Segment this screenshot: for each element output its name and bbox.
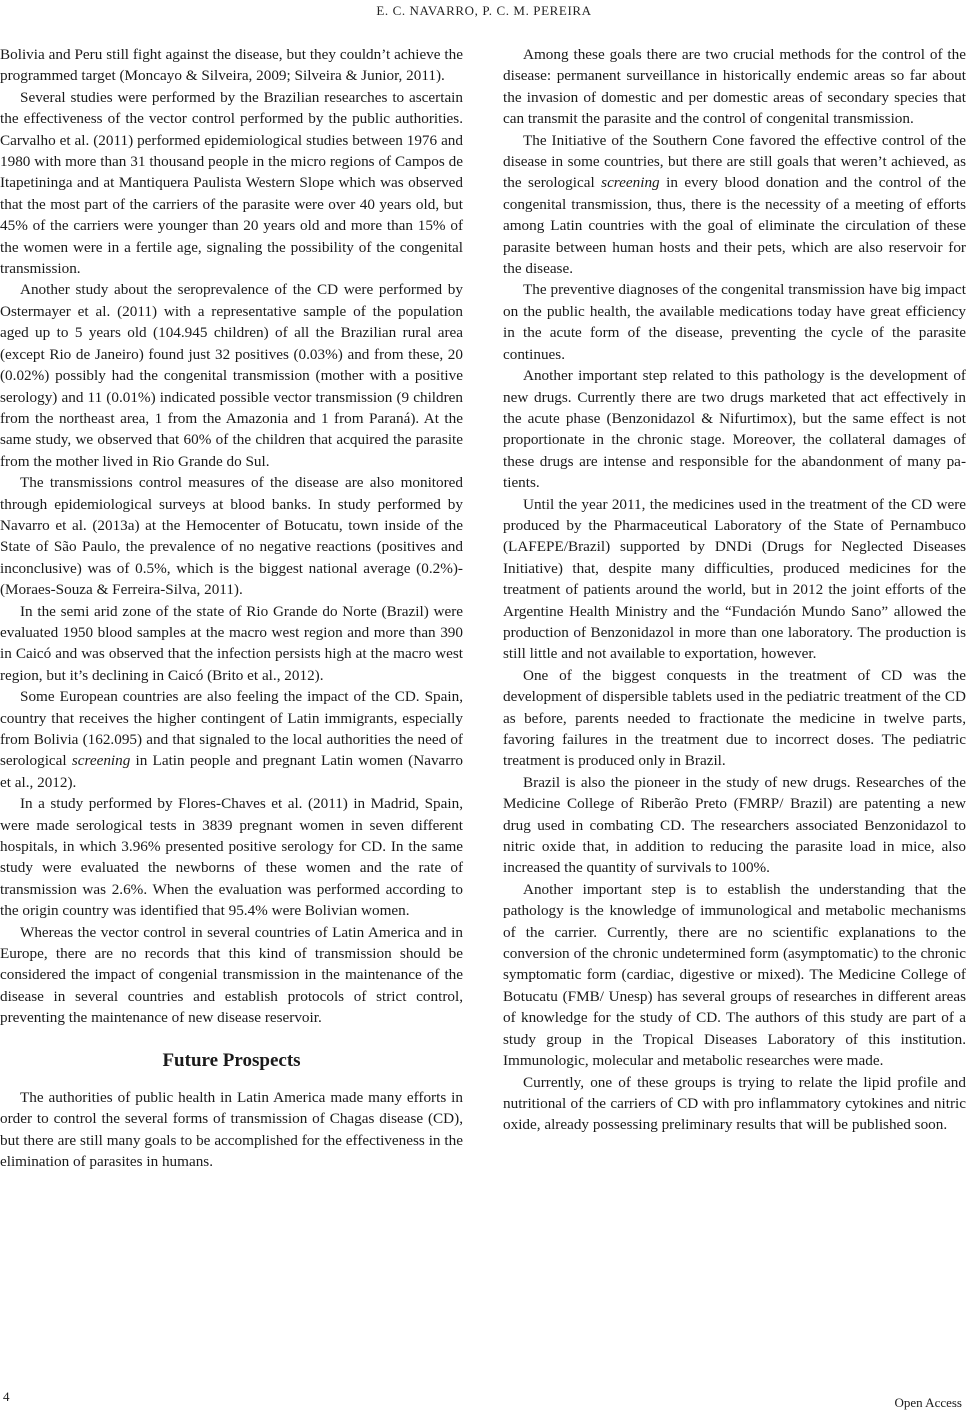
paragraph: Currently, one of these groups is trying to relate the lipid profile and nutritional of the carriers of CD with pro inflammatory cytokines and nitric oxide, already possessing preliminary results that will be published soon. [503, 1073, 966, 1134]
paragraph: The authorities of public health in Latin America made many efforts in order to control the several forms of transmission of Chagas disease (CD), but there are still many goals to be accomplished for the effectiveness in the elimination of parasites in humans. [0, 1088, 463, 1170]
italic-term: screening [71, 752, 131, 770]
paragraph [503, 130, 966, 280]
paragraph-text: The Initiative of the Southern Cone favored the effective control of the disease in some countries, but there are still goals that weren’t achieved, as the serological [503, 131, 966, 192]
paragraph: Another study about the seroprevalence of the CD were performed by Ostermayer et al. (2011) with a representative sample of the population aged up to 5 years old (104.945 children) of all the Brazilian rural area (except Rio de Janeiro) found just 32 positives (0.03%) and from these, 20 (0.02%) possibly had the congenital transmission (mother with a positive serology) and 11 (0.01%) indicated possible vector transmission (9 children from the northeast area, 1 from the Amazonia and 1 from Paraná). At the same study, we observed that 60% of the children that acquired the parasite from the mother lived in Rio Grande do Sul. [0, 281, 463, 470]
paragraph: Bolivia and Peru still fight against the disease, but they couldn’t achieve the programmed target (Moncayo & Silveira, 2009; Silveira & Junior, 2011). [0, 46, 463, 85]
paragraph: The transmissions control measures of the disease are also monitored through epidemiological surveys at blood banks. In study performed by Navarro et al. (2013a) at the Hemocenter of Botucatu, town inside of the State of São Paulo, the prevalence of no negative reactions (positives and inconclusive) was of 0.5%, which is the biggest national average (0.2%)-(Moraes-Souza & Ferreira-Silva, 2011). [0, 474, 463, 599]
running-head: E. C. NAVARRO, P. C. M. PEREIRA [376, 3, 592, 18]
section-heading: Future Prospects [162, 1049, 301, 1071]
paragraph: Another important step related to this pathology is the development of new drugs. Currently there are two drugs marketed that act effectively in the acute phase (Benzonidazol & Nifurtimox), but the same effect is not proportionate in the chronic stage. Moreover, the collateral damages of these drugs are intense and responsible for the abandonment of many patients. [503, 367, 966, 492]
paragraph: Brazil is also the pioneer in the study of new drugs. Researches of the Medicine College of Riberão Preto (FMRP/ Brazil) are patenting a new drug used in combating CD. The researchers associated Benzonidazol to nitric oxide that, in addition to reducing the parasite load in mice, also increased the quantity of survivals to 100%. [503, 773, 966, 877]
paragraph: Whereas the vector control in several countries of Latin America and in Europe, there are no records that this kind of transmission should be considered the impact of congenial transmission in the maintenance of the disease in several countries and establish protocols of strict control, preventing the maintenance of new disease reservoir. [0, 923, 463, 1027]
paragraph: In a study performed by Flores-Chaves et al. (2011) in Madrid, Spain, were made serological tests in 3839 pregnant women in seven different hospitals, in which 3.96% presented positive serology for CD. In the same study were evaluated the newborns of these women and the rate of transmission was 2.6%. When the evaluation was performed according to the origin country was identified that 95.4% were Bolivian women. [0, 795, 463, 920]
right-column [503, 44, 966, 1136]
paragraph: In the semi arid zone of the state of Rio Grande do Norte (Brazil) were evaluated 1950 blood samples at the macro west region and more than 390 in Caicó and was observed that the infection persists high at the macro west region, but it’s declining in Caicó (Brito et al., 2012). [0, 602, 463, 684]
paragraph [0, 686, 463, 793]
paragraph: Several studies were performed by the Brazilian researches to ascertain the effectiveness of the vector control performed by the public authorities. Carvalho et al. (2011) performed epidemiological studies between 1976 and 1980 with more than 31 thousand people in the micro regions of Campos de Itapetininga and at Mantiquera Paulista Western Slope which was observed that the most part of the carriers of the parasite were over 40 years old, but 45% of the carriers were younger than 20 years old and more than 15% of the women were in a fertile age, signaling the possibility of the congenital transmission. [0, 88, 463, 278]
paragraph-text: Some European countries are also feeling the impact of the CD. Spain, country that receives the higher contingent of Latin immigrants, especially from Bolivia (162.095) and that signaled to the local authorities the need of serological [0, 688, 463, 770]
left-column [0, 44, 463, 1172]
paragraph: Another important step is to establish the understanding that the pathology is the knowledge of immunological and metabolic mechanisms of the carrier. Currently, there are no scientific explanations to the conversion of the chronic undetermined form (asymptomatic) to the chronic symptomatic form (cardiac, digestive or mixed). The Medicine College of Botucatu (FMB/ Unesp) has several groups of researches in different areas of knowledge for the study of CD. The authors of this study are part of a study group in the Tropical Diseases Laboratory of this institution. Immunologic, molecular and metabolic researches were made. [503, 880, 966, 1070]
publisher-label: Open Access [894, 1395, 962, 1410]
paragraph: One of the biggest conquests in the treatment of CD was the development of dispersible tablets used in the pediatric treatment of the CD as before, parents needed to fractionate the medicine in twelve parts, favoring failures in the treatment due to incorrect doses. The pediatric treatment is produced only in Brazil. [503, 666, 966, 770]
paragraph-text: in every blood donation and the control of the congenital transmission, thus, there is the necessity of a meeting of efforts among Latin countries with the goal of eliminate the circulation of these parasite between human hosts and their pets, which are also reservoir for the disease. [503, 174, 966, 278]
paragraph-text: in Latin people and pregnant Latin women (Navarro et al., 2012). [0, 752, 463, 791]
page-number: 4 [3, 1389, 10, 1404]
paragraph: Among these goals there are two crucial methods for the control of the disease: permanent surveillance in historically endemic areas so far about the invasion of domestic and per domestic areas of secondary species that can transmit the parasite and the control of congenital transmission. [503, 46, 966, 128]
paragraph: Until the year 2011, the medicines used in the treatment of the CD were produced by the Pharmaceutical Laboratory of the State of Pernambuco (LAFEPE/Brazil) supported by DNDi (Drugs for Neglected Diseases Initiative) that, despite many difficulties, produced medicines for the treatment of patients around the world, but in 2012 the joint efforts of the Argentine Health Ministry and the “Fundación Mundo Sano” allowed the production of Benzonidazol in more than one laboratory. The production is still little and not available to exportation, however. [503, 495, 966, 663]
paragraph: The preventive diagnoses of the congenital transmission have big impact on the public health, the available medications today have great efficiency in the acute form of the disease, preventing the cycle of the parasite continues. [503, 281, 966, 363]
italic-term: screening [601, 174, 660, 192]
